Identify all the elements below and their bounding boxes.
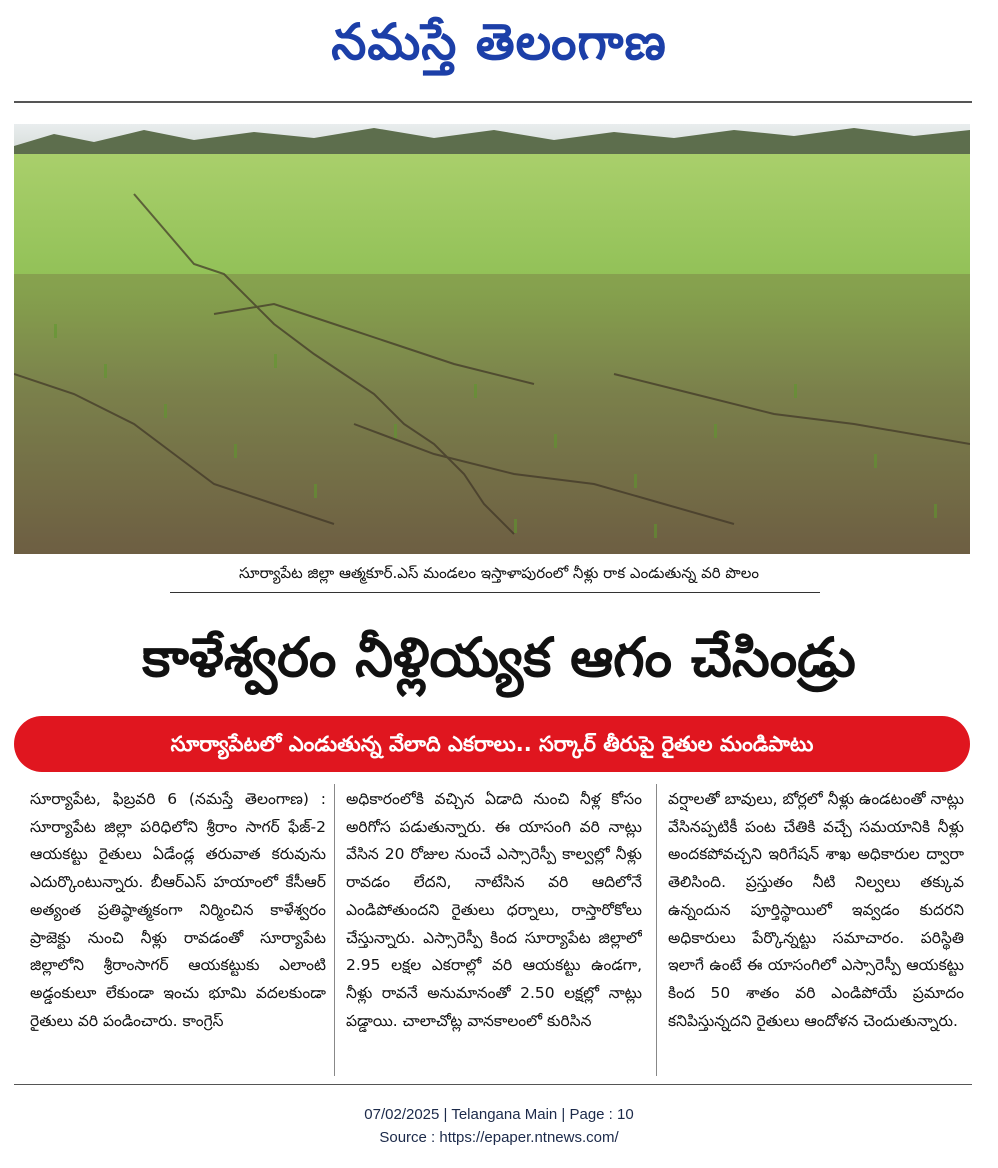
masthead-title: నమస్తే తెలంగాణ <box>331 13 667 71</box>
article-column-3: వర్షాలతో బావులు, బోర్లలో నీళ్లు ఉండటంతో నాట్లు వేసినప్పటికీ పంట చేతికి వచ్చే సమయానికి నీళ్లు అందకపోవచ్చని ఇరిగేషన్ శాఖ అధికారుల ద్వారా తెలిసింది. ప్రస్తుతం నీటి నిల్వలు తక్కువ ఉన్నందున పూర్తిస్థాయిలో ఇవ్వడం కుదరని అధికారులు పేర్కొన్నట్టు సమాచారం. పరిస్థితి ఇలాగే ఉంటే ఈ యాసంగిలో ఎస్సారెస్పీ ఆయకట్టు కింద 50 శాతం వరి ఎండిపోయే ప్రమాదం కనిపిస్తున్నదని రైతులు ఆందోళన చెందుతున్నారు. <box>668 790 964 1030</box>
article-column-1: సూర్యాపేట, ఫిబ్రవరి 6 (నమస్తే తెలంగాణ) : సూర్యాపేట జిల్లా పరిధిలోని శ్రీరాం సాగర్ ఫేజ్-2 ఆయకట్టు రైతులు ఏడేండ్ల తరువాత కరువును ఎదుర్కొంటున్నారు. బీఆర్ఎస్ హయాంలో కేసీఆర్ అత్యంత ప్రతిష్ఠాత్మకంగా నిర్మించిన కాళేశ్వరం ప్రాజెక్టు నుంచి నీళ్లు రావడంతో సూర్యాపేట జిల్లాలోని శ్రీరాంసాగర్ ఆయకట్టుకు ఎలాంటి అడ్డంకులూ లేకుండా ఇంచు భూమి వదలకుండా రైతులు వరి పండించారు. కాంగ్రెస్ <box>30 790 326 1030</box>
paddy-field-photo <box>14 124 970 554</box>
masthead-divider <box>14 101 972 103</box>
headline: కాళేశ్వరం నీళ్లియ్యక ఆగం చేసిండ్రు <box>142 626 856 689</box>
column-divider <box>334 784 335 1076</box>
photo-caption: సూర్యాపేట జిల్లా ఆత్మకూర్.ఎస్ మండలం ఇస్తాళాపురంలో నీళ్లు రాక ఎండుతున్న వరి పొలం <box>239 564 759 582</box>
column-divider <box>656 784 657 1076</box>
footer-date-edition: 07/02/2025 | Telangana Main | Page : 10 <box>364 1106 634 1123</box>
caption-underline <box>170 592 820 593</box>
footer-divider <box>14 1084 972 1085</box>
article-column-2: అధికారంలోకి వచ్చిన ఏడాది నుంచి నీళ్ల కోసం అరిగోస పడుతున్నారు. ఈ యాసంగి వరి నాట్లు వేసిన 20 రోజుల నుంచే ఎస్సారెస్పీ కాల్వల్లో నీళ్లు రావడం లేదని, నాటేసిన వరి ఆదిలోనే ఎండిపోతుందని రైతులు ధర్నాలు, రాస్తారోకోలు చేస్తున్నారు. ఎస్సారెస్పీ కింద సూర్యాపేట జిల్లాలో 2.95 లక్షల ఎకరాల్లో వరి ఆయకట్టు ఉండగా, నీళ్లు రావనే అనుమానంతో 2.50 లక్షల్లో నాట్లు పడ్డాయి. చాలాచోట్ల వానకాలంలో కురిసిన <box>346 790 642 1030</box>
subheadline-banner: సూర్యాపేటలో ఎండుతున్న వేలాది ఎకరాలు.. సర్కార్ తీరుపై రైతుల మండిపాటు <box>14 716 970 772</box>
footer-source-link[interactable]: Source : https://epaper.ntnews.com/ <box>379 1129 619 1146</box>
